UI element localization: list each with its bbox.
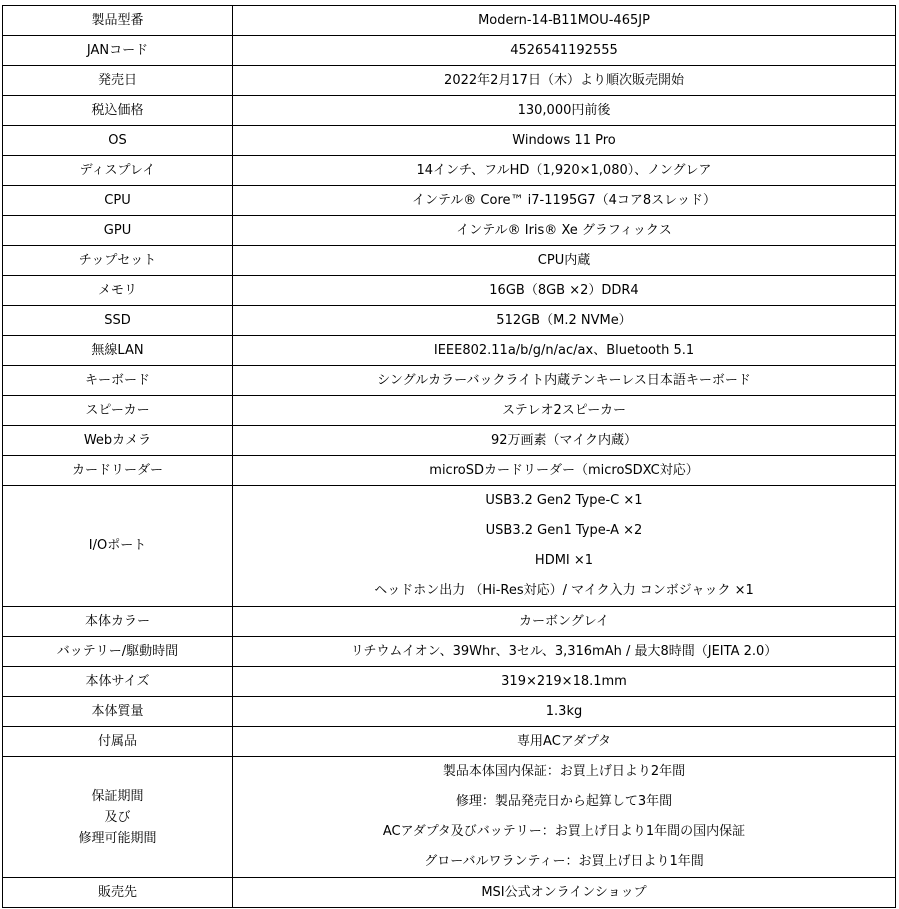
spec-value: リチウムイオン、39Whr、3セル、3,316mAh / 最大8時間（JEITA 2.0） bbox=[233, 637, 896, 667]
io-port-item: HDMI ×1 bbox=[534, 553, 594, 568]
spec-label: 税込価格 bbox=[3, 96, 233, 126]
spec-label: 本体サイズ bbox=[3, 667, 233, 697]
warranty-label-line: 修理可能期間 bbox=[78, 830, 157, 846]
spec-value: 16GB（8GB ×2）DDR4 bbox=[233, 276, 896, 306]
spec-label: 本体質量 bbox=[3, 697, 233, 727]
spec-label: OS bbox=[3, 126, 233, 156]
spec-row-size bbox=[3, 667, 896, 697]
spec-value: 130,000円前後 bbox=[233, 96, 896, 126]
spec-value: 14インチ、フルHD（1,920×1,080）、ノングレア bbox=[233, 156, 896, 186]
spec-label: SSD bbox=[3, 306, 233, 336]
io-port-item: USB3.2 Gen2 Type-C ×1 bbox=[485, 493, 643, 508]
spec-row-speaker bbox=[3, 396, 896, 426]
spec-row-weight bbox=[3, 697, 896, 727]
spec-label: Webカメラ bbox=[3, 426, 233, 456]
spec-value: 1.3kg bbox=[233, 697, 896, 727]
spec-label: チップセット bbox=[3, 246, 233, 276]
spec-label: メモリ bbox=[3, 276, 233, 306]
spec-label: スピーカー bbox=[3, 396, 233, 426]
spec-value: MSI公式オンラインショップ bbox=[233, 878, 896, 908]
spec-value: インテル® Iris® Xe グラフィックス bbox=[233, 216, 896, 246]
spec-label: ディスプレイ bbox=[3, 156, 233, 186]
spec-value: IEEE802.11a/b/g/n/ac/ax、Bluetooth 5.1 bbox=[233, 336, 896, 366]
warranty-item: 修理：製品発売日から起算して3年間 bbox=[455, 794, 673, 809]
io-port-item: USB3.2 Gen1 Type-A ×2 bbox=[485, 523, 643, 538]
spec-label: 無線LAN bbox=[3, 336, 233, 366]
warranty-label-line: 及び bbox=[104, 809, 131, 825]
spec-value: microSDカードリーダー（microSDXC対応） bbox=[233, 456, 896, 486]
spec-label: GPU bbox=[3, 216, 233, 246]
spec-label: 付属品 bbox=[3, 727, 233, 757]
spec-value: インテル® Core™ i7-1195G7（4コア8スレッド） bbox=[233, 186, 896, 216]
spec-row-chipset bbox=[3, 246, 896, 276]
spec-label: バッテリー/駆動時間 bbox=[3, 637, 233, 667]
warranty-item: 製品本体国内保証：お買上げ日より2年間 bbox=[442, 764, 686, 779]
spec-label: 本体カラー bbox=[3, 607, 233, 637]
warranty-item: ACアダプタ及びバッテリー：お買上げ日より1年間の国内保証 bbox=[382, 824, 746, 839]
spec-label: 販売先 bbox=[3, 878, 233, 908]
spec-row-jan bbox=[3, 36, 896, 66]
spec-row-cpu bbox=[3, 186, 896, 216]
spec-value: 2022年2月17日（木）より順次販売開始 bbox=[233, 66, 896, 96]
spec-label: 製品型番 bbox=[3, 6, 233, 36]
warranty-label-line: 保証期間 bbox=[91, 788, 144, 804]
warranty-item: グローバルワランティー：お買上げ日より1年間 bbox=[424, 854, 704, 869]
io-port-item: ヘッドホン出力 （Hi-Res対応）/ マイク入力 コンボジャック ×1 bbox=[374, 583, 754, 598]
spec-table bbox=[2, 5, 896, 908]
spec-value: Modern-14-B11MOU-465JP bbox=[233, 6, 896, 36]
spec-row-io-port bbox=[3, 486, 896, 607]
spec-row-memory bbox=[3, 276, 896, 306]
spec-row-gpu bbox=[3, 216, 896, 246]
spec-row-ssd bbox=[3, 306, 896, 336]
spec-row-os bbox=[3, 126, 896, 156]
spec-row-seller bbox=[3, 878, 896, 908]
spec-value: ステレオ2スピーカー bbox=[233, 396, 896, 426]
spec-row-wireless-lan bbox=[3, 336, 896, 366]
spec-row-keyboard bbox=[3, 366, 896, 396]
spec-row-price bbox=[3, 96, 896, 126]
spec-label: I/Oポート bbox=[3, 486, 233, 607]
spec-value: シングルカラーバックライト内蔵テンキーレス日本語キーボード bbox=[233, 366, 896, 396]
spec-value: Windows 11 Pro bbox=[233, 126, 896, 156]
spec-row-color bbox=[3, 607, 896, 637]
spec-label: CPU bbox=[3, 186, 233, 216]
spec-value: 319×219×18.1mm bbox=[233, 667, 896, 697]
spec-row-accessories bbox=[3, 727, 896, 757]
spec-row-card-reader bbox=[3, 456, 896, 486]
spec-row-display bbox=[3, 156, 896, 186]
spec-row-webcam bbox=[3, 426, 896, 456]
spec-value: 512GB（M.2 NVMe） bbox=[233, 306, 896, 336]
spec-label: カードリーダー bbox=[3, 456, 233, 486]
spec-value: カーボングレイ bbox=[233, 607, 896, 637]
spec-label: 発売日 bbox=[3, 66, 233, 96]
spec-label bbox=[3, 757, 233, 878]
spec-value: 92万画素（マイク内蔵） bbox=[233, 426, 896, 456]
spec-row-model bbox=[3, 6, 896, 36]
spec-value: 専用ACアダプタ bbox=[233, 727, 896, 757]
spec-value: 4526541192555 bbox=[233, 36, 896, 66]
spec-label: キーボード bbox=[3, 366, 233, 396]
spec-value-list bbox=[233, 486, 896, 607]
spec-value: CPU内蔵 bbox=[233, 246, 896, 276]
spec-row-release-date bbox=[3, 66, 896, 96]
spec-label: JANコード bbox=[3, 36, 233, 66]
spec-row-battery bbox=[3, 637, 896, 667]
spec-value-list bbox=[233, 757, 896, 878]
spec-row-warranty bbox=[3, 757, 896, 878]
